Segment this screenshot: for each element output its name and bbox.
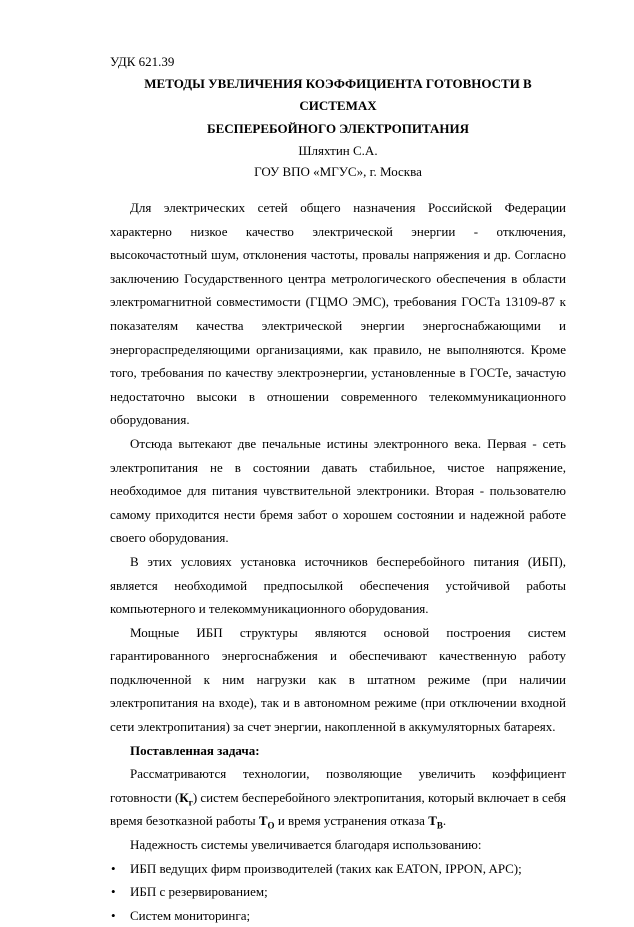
list-item-text: ИБП ведущих фирм производителей (таких как EATON, IPPON, APC); bbox=[130, 860, 522, 876]
p5-text-4: . bbox=[442, 813, 447, 829]
p5-text-3: и время устранения отказа bbox=[274, 813, 429, 829]
paragraph-4: Мощные ИБП структуры являются основой построения систем гарантированного энергоснабжения и обеспечивают качественную работу подключенной к ним нагрузки как в штатном режиме (при наличии электропитания на входе), так и в автономном режиме (при отключении входной сети электропитания) за счет энергии, накопленной в аккумуляторных батареях. bbox=[110, 624, 566, 735]
p5-text-2: ) систем бесперебойного электропитания, который включает в себя время безотказной работы bbox=[110, 789, 566, 829]
document-page bbox=[110, 52, 566, 927]
bullet-icon: • bbox=[111, 884, 116, 900]
bullet-icon: • bbox=[111, 907, 116, 923]
title-line-1: МЕТОДЫ УВЕЛИЧЕНИЯ КОЭФФИЦИЕНТА ГОТОВНОСТИ В СИСТЕМАХ bbox=[144, 76, 532, 113]
title-line-2: БЕСПЕРЕБОЙНОГО ЭЛЕКТРОПИТАНИЯ bbox=[207, 121, 469, 136]
repair-time-symbol: $Т_В$ bbox=[428, 813, 443, 832]
author-affiliation: ГОУ ВПО «МГУС», г. Москва bbox=[254, 164, 422, 179]
uptime-symbol: $Т_О$ bbox=[258, 813, 275, 832]
list-item bbox=[110, 880, 566, 904]
bullet-icon: • bbox=[111, 860, 116, 876]
paragraph-5 bbox=[110, 762, 566, 833]
task-heading: Поставленная задача: bbox=[130, 742, 260, 758]
list-item-text: Систем мониторинга; bbox=[130, 907, 251, 923]
paragraph-1: Для электрических сетей общего назначения Российской Федерации характерно низкое качество электрической энергии - отключения, высокочастотный шум, отклонения частоты, провалы напряжения и др. Согласно заключению Государственного центра метрологического обеспечения в области электромагнитной совместимости (ГЦМО ЭМС), требования ГОСТа 13109-87 к показателям качества электрической энергии энергоснабжающими и энергораспределяющими организациями, как правило, не выполняются. Кроме того, требования по качеству электроэнергии, установленные в ГОСТе, зачастую недостаточно высоки в отношении современного телекоммуникационного оборудования. bbox=[110, 200, 566, 428]
list-item bbox=[110, 857, 566, 881]
paragraph-3: В этих условиях установка источников бесперебойного питания (ИБП), является необходимой предпосылкой обеспечения устойчивой работы компьютерного и телекоммуникационного оборудования. bbox=[110, 553, 566, 617]
paragraph-6: Надежность системы увеличивается благодаря использованию: bbox=[130, 837, 482, 853]
udk-code: УДК 621.39 bbox=[110, 54, 175, 69]
availability-coefficient-symbol: $К_г$ bbox=[179, 789, 193, 808]
author-name: Шляхтин С.А. bbox=[298, 143, 378, 158]
p5-text-1: Рассматриваются технологии, позволяющие увеличить коэффициент готовности ( bbox=[110, 766, 566, 805]
bullet-list bbox=[110, 857, 566, 927]
list-item-text: ИБП с резервированием; bbox=[130, 884, 268, 900]
list-item bbox=[110, 904, 566, 927]
paragraph-2: Отсюда вытекают две печальные истины электронного века. Первая - сеть электропитания не в состоянии давать стабильное, чистое напряжение, необходимое для питания чувствительной электроники. Вторая - пользователю самому приходится нести бремя забот о хорошем состоянии и надежной работе своего оборудования. bbox=[110, 435, 566, 546]
